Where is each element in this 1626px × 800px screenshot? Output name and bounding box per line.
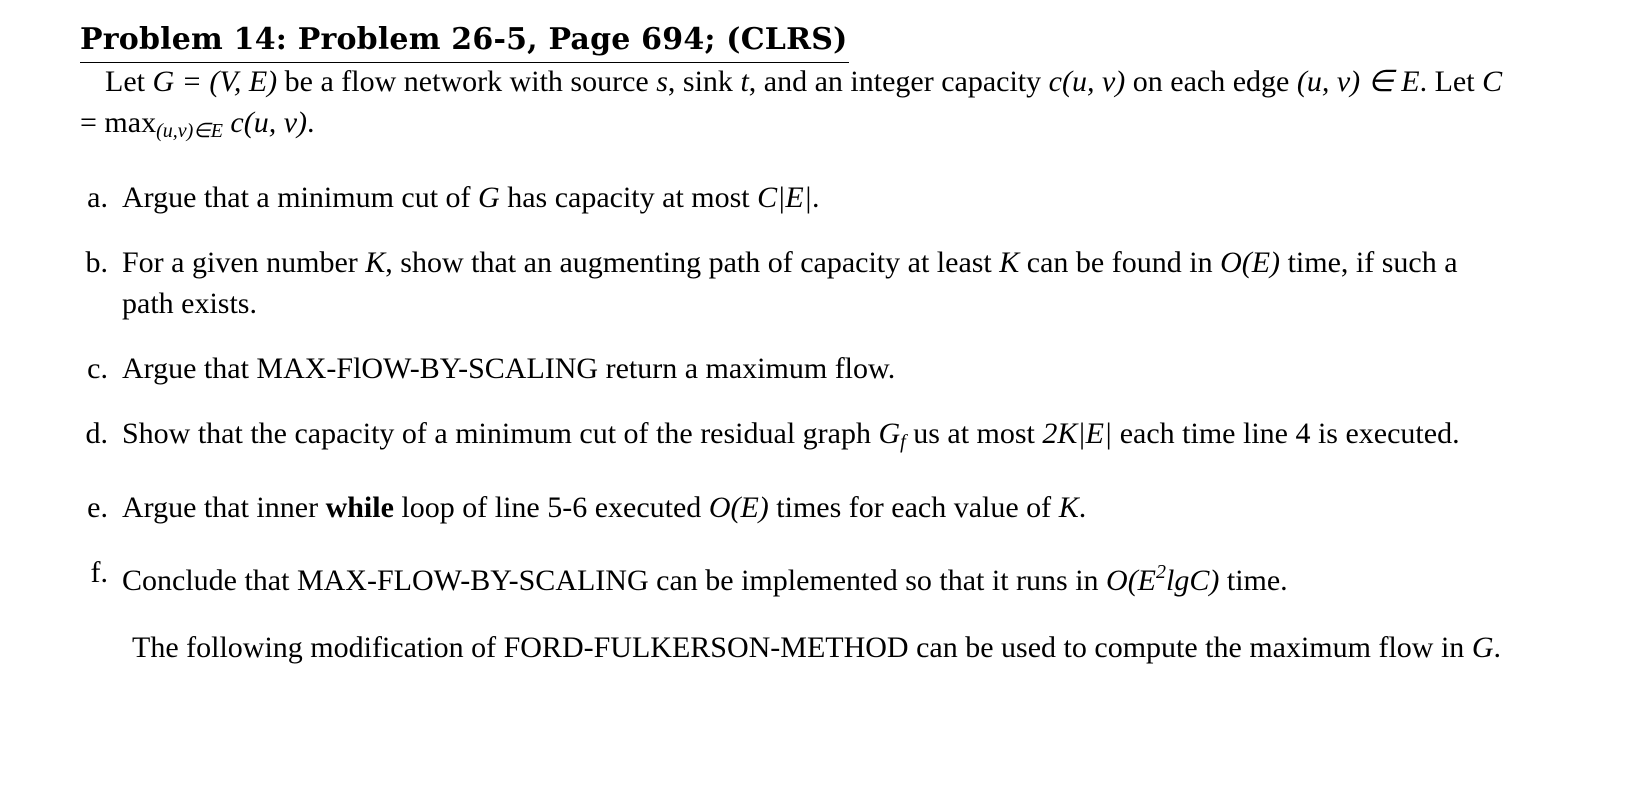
list-marker: e. <box>87 491 108 524</box>
item-math: O(E) <box>708 491 769 524</box>
item-math: K <box>1058 491 1079 524</box>
subproblem-a <box>80 177 1510 218</box>
intro-math: t <box>740 65 749 98</box>
problem-document <box>80 18 1510 668</box>
intro-math: G = (V, E) <box>152 65 278 98</box>
item-text: times for each value of <box>768 491 1059 524</box>
intro-math: C <box>1482 65 1503 98</box>
intro-text: , and an integer capacity <box>748 65 1049 98</box>
item-text: has capacity at most <box>499 181 758 214</box>
item-text: Argue that a minimum cut of <box>122 181 479 214</box>
intro-text: . Let <box>1419 65 1483 98</box>
subproblem-b <box>80 242 1510 324</box>
list-marker: f. <box>90 556 108 589</box>
item-math: C|E| <box>757 181 812 214</box>
intro-math: c(u, v) <box>1048 65 1126 98</box>
list-marker: c. <box>87 352 108 385</box>
item-text: Argue that inner <box>122 491 326 524</box>
problem-title: Problem 14: Problem 26-5, Page 694; (CLRS) <box>80 18 849 63</box>
item-math: G <box>478 181 500 214</box>
subproblem-list <box>80 177 1510 601</box>
item-math: O(E <box>1106 564 1157 597</box>
item-text: time, if such a path exists. <box>122 246 1458 320</box>
subproblem-c <box>80 348 1510 389</box>
item-text: For a given number <box>122 246 366 279</box>
item-text: Conclude that MAX-FLOW-BY-SCALING can be implemented so that it runs in <box>122 564 1107 597</box>
item-math: 2K|E| <box>1042 417 1113 450</box>
intro-paragraph <box>80 61 1510 152</box>
intro-text: be a flow network with source <box>277 65 657 98</box>
subproblem-d <box>80 413 1510 463</box>
item-text: , show that an augmenting path of capacity at least <box>385 246 1000 279</box>
subproblem-e <box>80 487 1510 528</box>
intro-math-subscript: (u,v)∈E <box>156 120 223 142</box>
closing-paragraph <box>80 627 1510 668</box>
intro-math: c(u, v) <box>222 106 308 139</box>
item-math: K <box>999 246 1020 279</box>
item-text: . <box>1078 491 1087 524</box>
closing-text: The following modification of FORD-FULKERSON-METHOD can be used to compute the maximum flow in <box>132 631 1472 664</box>
intro-text: , sink <box>667 65 741 98</box>
item-math: lgC) <box>1166 564 1220 597</box>
list-marker: b. <box>85 246 108 279</box>
item-text: . <box>811 181 820 214</box>
intro-text: Let <box>105 65 153 98</box>
item-text: loop of line 5-6 executed <box>393 491 709 524</box>
item-text: each time line 4 is executed. <box>1112 417 1460 450</box>
intro-text: on each edge <box>1125 65 1297 98</box>
item-text: Argue that MAX-FlOW-BY-SCALING return a maximum flow. <box>122 352 896 385</box>
item-math: K <box>365 246 386 279</box>
list-marker: a. <box>87 181 108 214</box>
item-text: Show that the capacity of a minimum cut of the residual graph <box>122 417 879 450</box>
closing-math: G <box>1471 631 1494 664</box>
item-math: G <box>878 417 901 450</box>
subproblem-f <box>80 552 1510 601</box>
item-text: can be found in <box>1019 246 1221 279</box>
intro-text: = max <box>80 106 157 139</box>
item-math: O(E) <box>1220 246 1281 279</box>
item-math-superscript: 2 <box>1156 561 1167 583</box>
item-math-subscript: f <box>900 431 906 453</box>
closing-text: . <box>1493 631 1501 664</box>
item-text: us at most <box>905 417 1043 450</box>
item-text: time. <box>1219 564 1288 597</box>
list-marker: d. <box>85 417 108 450</box>
keyword-while: while <box>325 491 394 524</box>
intro-math: s <box>656 65 668 98</box>
intro-math: (u, v) ∈ E <box>1296 65 1420 98</box>
intro-text: . <box>307 106 315 139</box>
